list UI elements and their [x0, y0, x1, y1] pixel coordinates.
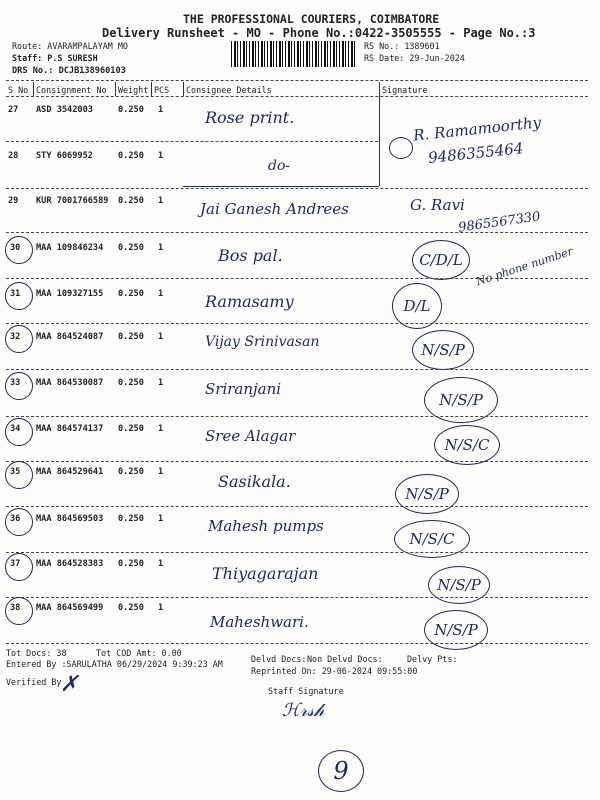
col-sno: S No	[8, 85, 29, 95]
row-consignment: MAA 864529641	[36, 467, 104, 477]
page-number-circle: 9	[318, 750, 364, 792]
row-sno: 38	[10, 603, 21, 613]
row-consignee-handwritten: Ramasamy	[205, 292, 294, 311]
row-pcs: 1	[158, 243, 164, 253]
row-consignee-handwritten: Thiyagarajan	[212, 564, 319, 583]
total-docs: Tot Docs: 38	[6, 648, 67, 658]
delivery-points: Delvy Pts:	[407, 654, 458, 664]
staff-label: Staff: P.S SURESH	[12, 53, 98, 63]
row-signature-stamp: N/S/P	[424, 610, 488, 650]
row-consignment: MAA 864530087	[36, 378, 104, 388]
row-divider	[6, 323, 588, 324]
row-sno: 36	[10, 514, 21, 524]
staff-signature-mark: ℋ𝓇𝓈𝒽	[282, 700, 325, 721]
row-consignee-handwritten: Sree Alagar	[205, 427, 296, 445]
col-weight: Weight	[118, 85, 149, 95]
row-weight: 0.250	[118, 332, 144, 342]
row-consignee-handwritten: Vijay Srinivasan	[205, 334, 320, 350]
row-pcs: 1	[158, 105, 164, 115]
row-consignee-handwritten: do-	[268, 158, 291, 174]
route-label: Route: AVARAMPALAYAM MO	[12, 41, 128, 51]
row-divider	[6, 461, 588, 462]
row-sno: 33	[10, 378, 21, 388]
row-consignee-handwritten: Jai Ganesh Andrees	[200, 200, 349, 218]
row-divider	[6, 552, 588, 553]
row-signature-stamp: N/S/P	[424, 377, 498, 423]
row-consignee-handwritten: Sasikala.	[218, 472, 291, 491]
staff-signature-label: Staff Signature	[268, 686, 344, 696]
row-weight: 0.250	[118, 151, 144, 161]
row-pcs: 1	[158, 289, 164, 299]
row-consignee-handwritten: Bos pal.	[218, 246, 283, 265]
row-consignment: MAA 864569499	[36, 603, 104, 613]
row-sno: 32	[10, 332, 21, 342]
row-consignment: ASD 3542003	[36, 105, 93, 115]
row-pcs: 1	[158, 467, 164, 477]
company-title: THE PROFESSIONAL COURIERS, COIMBATORE	[183, 12, 440, 26]
col-divider	[379, 82, 380, 186]
header-top-divider	[6, 80, 588, 81]
col-divider	[115, 82, 116, 96]
barcode-image	[231, 41, 356, 67]
bracket-line	[183, 186, 379, 187]
row-divider	[6, 416, 588, 417]
signature-handwritten: R. Ramamoorthy	[412, 113, 542, 145]
row-weight: 0.250	[118, 603, 144, 613]
row-consignee-handwritten: Sriranjani	[205, 380, 282, 398]
col-divider	[151, 82, 152, 96]
no-phone-note: No phone number	[474, 244, 575, 289]
row-pcs: 1	[158, 196, 164, 206]
row-pcs: 1	[158, 424, 164, 434]
delivered-docs: Delvd Docs:	[251, 654, 307, 664]
row-consignment: MAA 864528383	[36, 559, 104, 569]
row-weight: 0.250	[118, 243, 144, 253]
row-consignment: STY 6069952	[36, 151, 93, 161]
row-consignment: MAA 864574137	[36, 424, 104, 434]
row-signature-stamp: N/S/P	[428, 566, 490, 604]
row-weight: 0.250	[118, 378, 144, 388]
row-signature-stamp: D/L	[392, 283, 442, 329]
col-consignment: Consignment No	[36, 85, 107, 95]
row-weight: 0.250	[118, 289, 144, 299]
row-sno: 34	[10, 424, 21, 434]
row-divider	[6, 188, 588, 189]
row-sno: 30	[10, 243, 21, 253]
row-pcs: 1	[158, 559, 164, 569]
row-signature-stamp: N/S/C	[434, 425, 500, 465]
row-signature-stamp: N/S/P	[395, 474, 459, 514]
total-cod: Tot COD Amt: 0.00	[96, 648, 182, 658]
reprinted-on: Reprinted On: 29-06-2024 09:55:00	[251, 666, 418, 676]
row-sno: 35	[10, 467, 21, 477]
col-divider	[33, 82, 34, 96]
row-phone-handwritten: 9865567330	[457, 209, 542, 236]
row-divider	[6, 141, 378, 142]
row-weight: 0.250	[118, 559, 144, 569]
row-sno: 29	[8, 196, 19, 206]
col-consignee: Consignee Details	[186, 85, 272, 95]
row-pcs: 1	[158, 332, 164, 342]
signature-phone: 9486355464	[427, 139, 525, 167]
row-consignee-handwritten: Maheshwari.	[210, 613, 309, 631]
row-divider	[6, 597, 588, 598]
row-signature-stamp: N/S/C	[394, 520, 470, 558]
row-sno: 31	[10, 289, 21, 299]
col-pcs: PCS	[154, 85, 170, 95]
row-divider	[6, 369, 588, 370]
row-weight: 0.250	[118, 467, 144, 477]
row-consignee-handwritten: Mahesh pumps	[208, 517, 324, 535]
entered-by: Entered By :SARULATHA 06/29/2024 9:39:23 AM	[6, 659, 223, 669]
row-consignment: MAA 109846234	[36, 243, 104, 253]
row-consignment: MAA 864569503	[36, 514, 104, 524]
rs-date: RS Date: 29-Jun-2024	[364, 53, 465, 63]
row-consignment: MAA 864524087	[36, 332, 104, 342]
verified-by-label: Verified By	[6, 677, 62, 687]
row-pcs: 1	[158, 378, 164, 388]
row-sno: 37	[10, 559, 21, 569]
row-consignment: MAA 109327155	[36, 289, 104, 299]
verified-by-mark: ✗	[60, 672, 79, 697]
row-consignment: KUR 7001766589	[36, 196, 109, 206]
row-weight: 0.250	[118, 105, 144, 115]
row-divider	[6, 506, 588, 507]
header-bottom-divider	[6, 96, 588, 97]
row-sno: 27	[8, 105, 19, 115]
runsheet-title: Delivery Runsheet - MO - Phone No.:0422-3505555 - Page No.:3	[102, 26, 536, 40]
row-weight: 0.250	[118, 196, 144, 206]
non-delivered-docs: Non Delvd Docs:	[307, 654, 383, 664]
row-pcs: 1	[158, 514, 164, 524]
col-signature: Signature	[382, 85, 428, 95]
row-consignee-handwritten: Rose print.	[205, 108, 295, 127]
rs-number: RS No.: 1389601	[364, 41, 440, 51]
row-signature-handwritten: G. Ravi	[410, 196, 465, 214]
row-signature-stamp: N/S/P	[412, 330, 474, 370]
row-divider	[6, 232, 588, 233]
row-divider	[6, 278, 588, 279]
row-weight: 0.250	[118, 424, 144, 434]
row-pcs: 1	[158, 603, 164, 613]
row-sno: 28	[8, 151, 19, 161]
signature-circle	[389, 137, 413, 159]
row-weight: 0.250	[118, 514, 144, 524]
drs-number: DRS No.: DCJB138960103	[12, 66, 126, 76]
row-signature-stamp: C/D/L	[412, 240, 470, 280]
row-divider	[6, 643, 588, 644]
row-pcs: 1	[158, 151, 164, 161]
col-divider	[183, 82, 184, 96]
